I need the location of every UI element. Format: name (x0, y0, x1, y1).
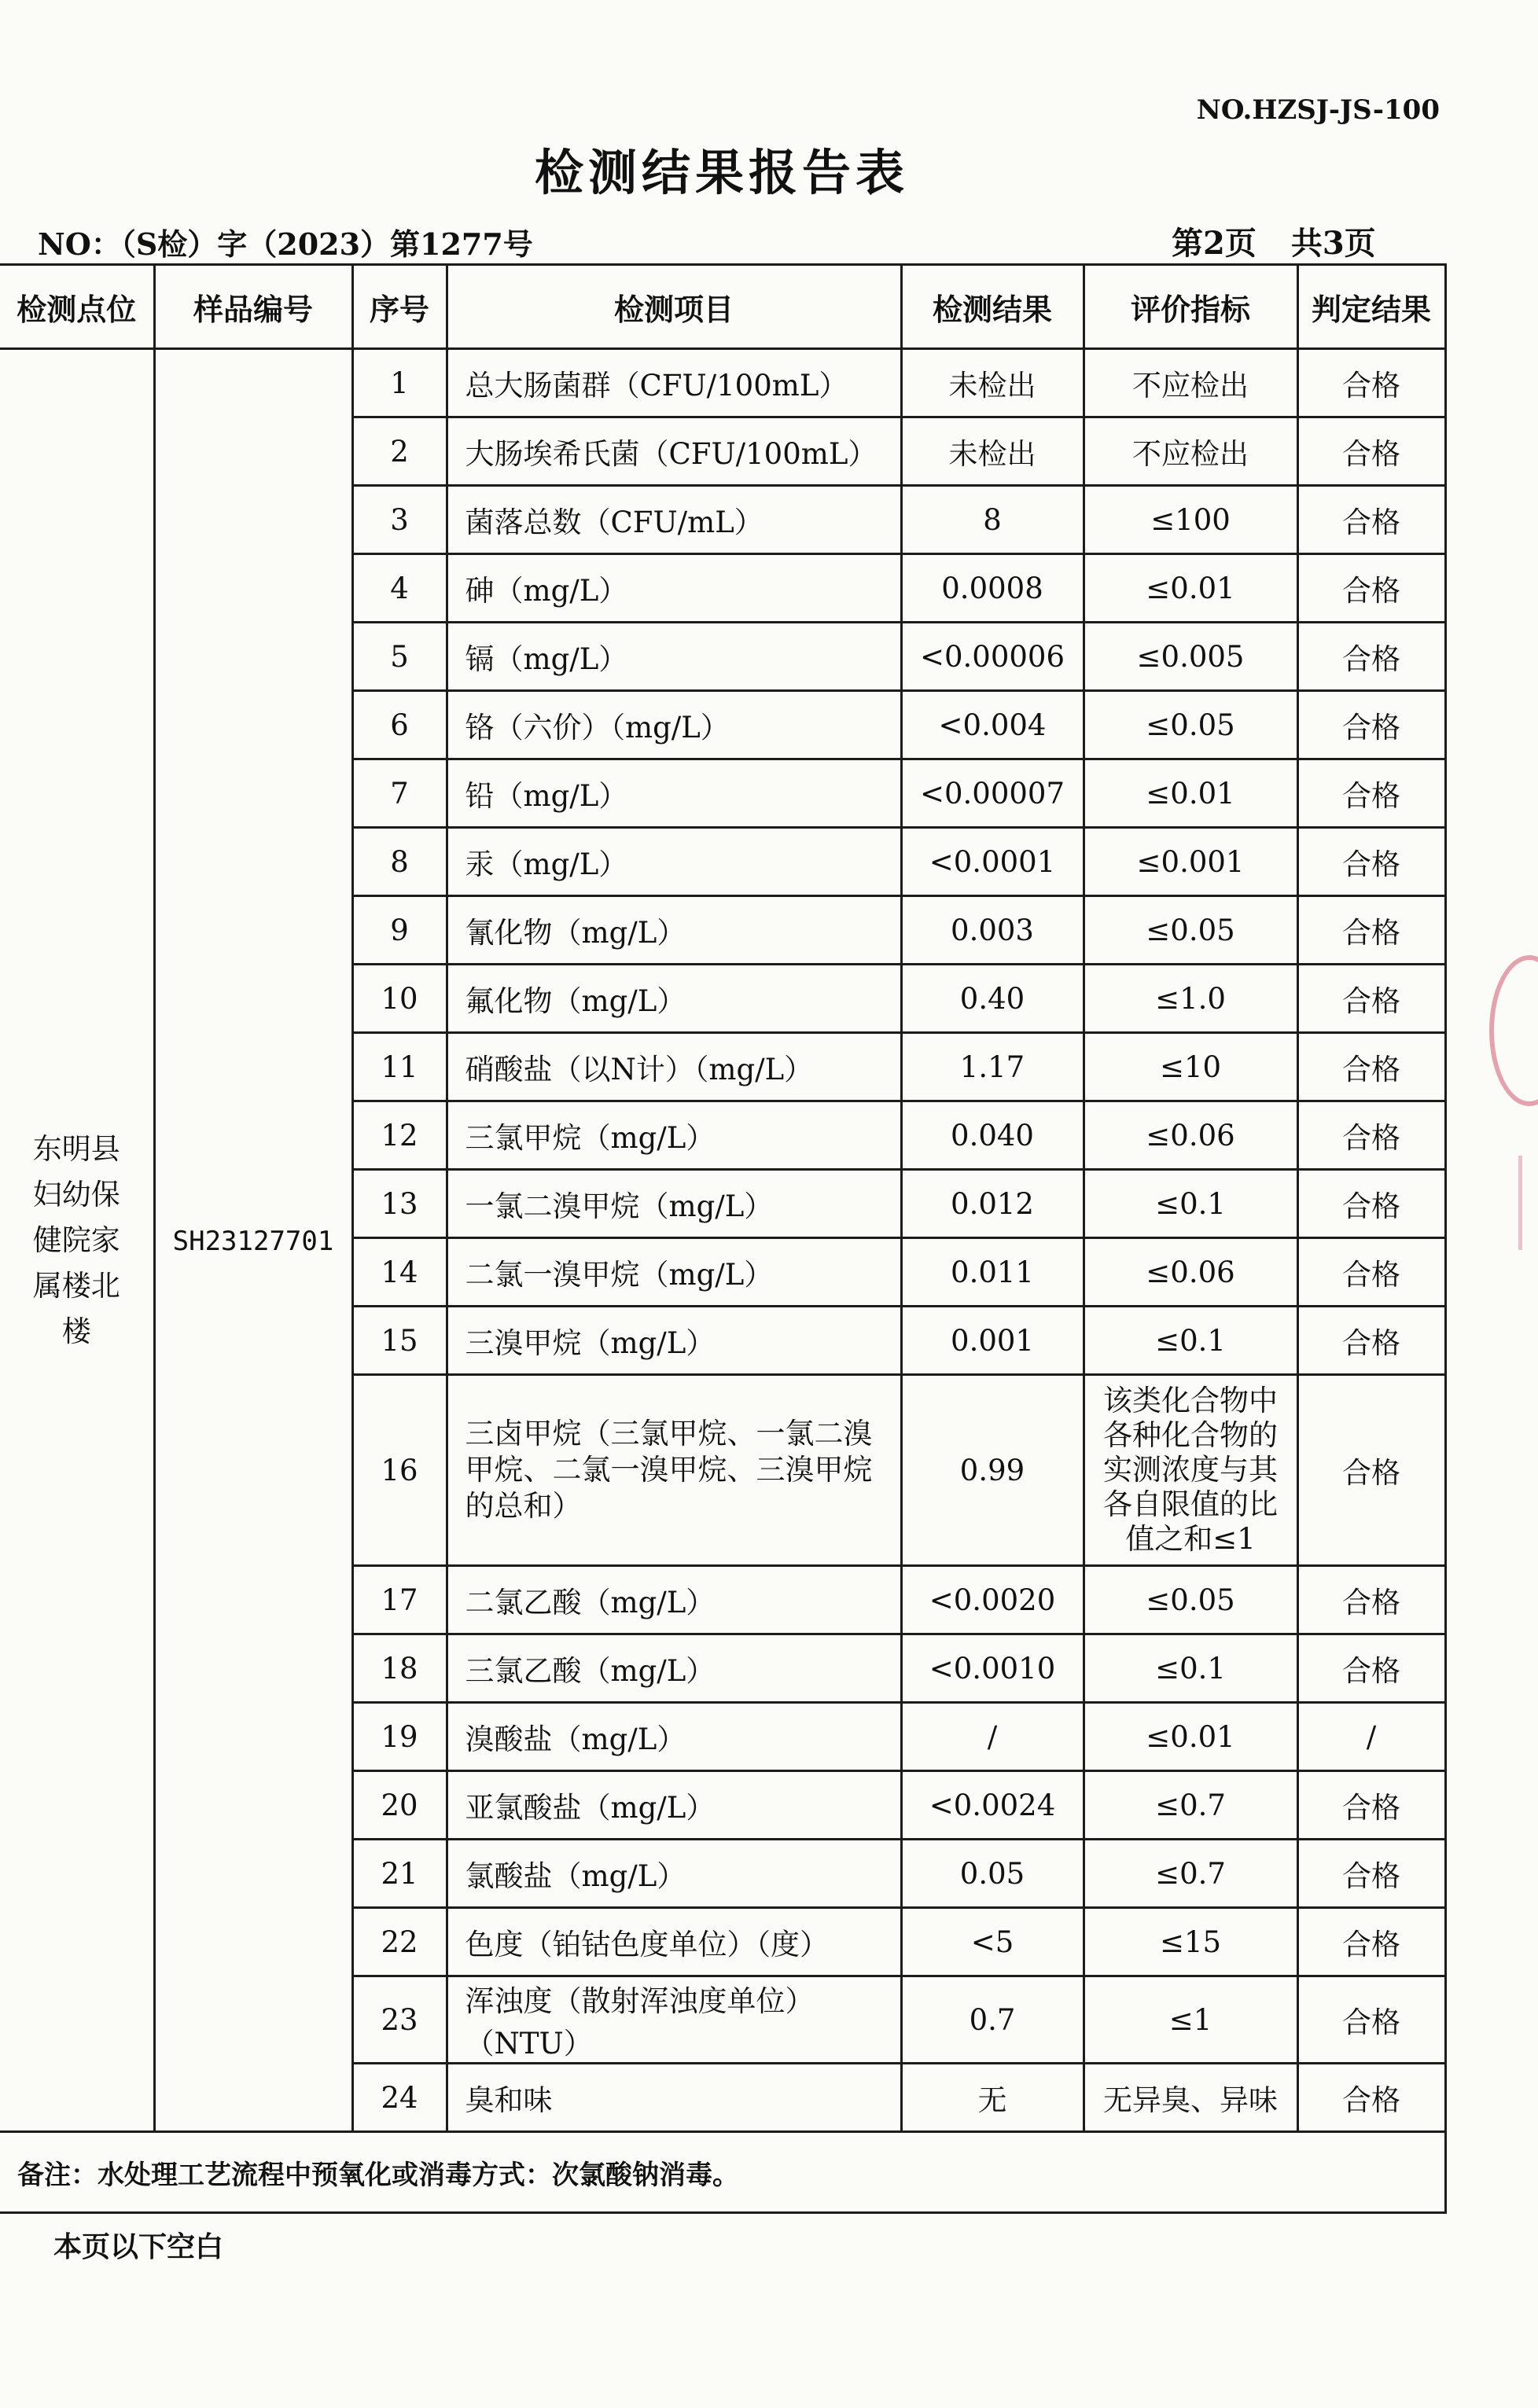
sample-id-cell (154, 349, 352, 2132)
row-item: 一氯二溴甲烷（mg/L） (447, 1170, 901, 1238)
row-item: 硝酸盐（以N计）（mg/L） (447, 1033, 901, 1101)
results-table (0, 263, 1447, 2214)
row-item: 三氯乙酸（mg/L） (447, 1634, 901, 1703)
row-result: <0.0001 (901, 828, 1084, 896)
row-item: 三卤甲烷（三氯甲烷、一氯二溴甲烷、二氯一溴甲烷、三溴甲烷的总和） (447, 1375, 901, 1566)
report-number: NO：（S检）字（2023）第1277号 (38, 226, 533, 262)
row-item: 臭和味 (447, 2064, 901, 2132)
document-code: NO.HZSJ-JS-100 (1196, 94, 1440, 126)
row-result: 0.0008 (901, 554, 1084, 623)
row-criterion: ≤0.01 (1084, 554, 1297, 623)
row-criterion: ≤0.1 (1084, 1634, 1297, 1703)
row-item: 大肠埃希氏菌（CFU/100mL） (447, 417, 901, 486)
row-criterion: ≤0.01 (1084, 1703, 1297, 1771)
seal-stamp (1489, 955, 1538, 1106)
row-no: 15 (352, 1307, 447, 1375)
row-result: 0.012 (901, 1170, 1084, 1238)
row-judgement: 合格 (1297, 349, 1445, 417)
row-criterion: 无异臭、异味 (1084, 2064, 1297, 2132)
row-no: 5 (352, 623, 447, 691)
row-criterion: ≤0.05 (1084, 691, 1297, 759)
row-criterion: ≤0.05 (1084, 1566, 1297, 1634)
header-judgement: 判定结果 (1297, 265, 1445, 349)
row-criterion: ≤15 (1084, 1908, 1297, 1976)
row-no: 21 (352, 1840, 447, 1908)
row-judgement: 合格 (1297, 1908, 1445, 1976)
row-item: 菌落总数（CFU/mL） (447, 486, 901, 554)
row-result: 0.7 (901, 1976, 1084, 2064)
row-result: 未检出 (901, 417, 1084, 486)
row-result: 0.40 (901, 965, 1084, 1033)
site-cell (0, 349, 154, 2132)
row-judgement: 合格 (1297, 417, 1445, 486)
row-criterion: ≤0.1 (1084, 1170, 1297, 1238)
row-criterion: ≤0.7 (1084, 1771, 1297, 1840)
row-item: 氟化物（mg/L） (447, 965, 901, 1033)
table-header-row (0, 265, 1445, 349)
row-judgement: 合格 (1297, 1101, 1445, 1170)
header-no: 序号 (352, 265, 447, 349)
row-criterion: ≤0.05 (1084, 896, 1297, 965)
row-result: 0.011 (901, 1238, 1084, 1307)
row-judgement: 合格 (1297, 759, 1445, 828)
row-no: 4 (352, 554, 447, 623)
row-result: <0.0020 (901, 1566, 1084, 1634)
row-judgement: 合格 (1297, 1566, 1445, 1634)
row-no: 9 (352, 896, 447, 965)
site-name: 东明县妇幼保健院家属楼北楼 (32, 1131, 120, 1348)
header-criterion: 评价指标 (1084, 265, 1297, 349)
row-result: <0.004 (901, 691, 1084, 759)
row-result: 0.001 (901, 1307, 1084, 1375)
row-no: 24 (352, 2064, 447, 2132)
row-judgement: 合格 (1297, 1238, 1445, 1307)
seal-stamp-fragment (1518, 1156, 1538, 1250)
row-no: 1 (352, 349, 447, 417)
row-result: 未检出 (901, 349, 1084, 417)
row-judgement: 合格 (1297, 1840, 1445, 1908)
row-item: 镉（mg/L） (447, 623, 901, 691)
row-result: <0.0010 (901, 1634, 1084, 1703)
row-criterion: ≤0.1 (1084, 1307, 1297, 1375)
row-judgement: 合格 (1297, 1307, 1445, 1375)
row-judgement: 合格 (1297, 1976, 1445, 2064)
row-no: 20 (352, 1771, 447, 1840)
row-criterion: 该类化合物中各种化合物的实测浓度与其各自限值的比值之和≤1 (1084, 1375, 1297, 1566)
row-no: 14 (352, 1238, 447, 1307)
row-criterion: ≤1.0 (1084, 965, 1297, 1033)
row-no: 19 (352, 1703, 447, 1771)
row-item: 氯酸盐（mg/L） (447, 1840, 901, 1908)
header-item: 检测项目 (447, 265, 901, 349)
row-no: 12 (352, 1101, 447, 1170)
row-no: 6 (352, 691, 447, 759)
row-criterion: ≤0.7 (1084, 1840, 1297, 1908)
row-result: <5 (901, 1908, 1084, 1976)
row-judgement: 合格 (1297, 828, 1445, 896)
page-total: 共3页 (1290, 225, 1376, 262)
row-item: 溴酸盐（mg/L） (447, 1703, 901, 1771)
row-item: 氰化物（mg/L） (447, 896, 901, 965)
row-no: 3 (352, 486, 447, 554)
row-result: 1.17 (901, 1033, 1084, 1101)
row-judgement: 合格 (1297, 896, 1445, 965)
row-no: 23 (352, 1976, 447, 2064)
row-criterion: ≤0.005 (1084, 623, 1297, 691)
row-item: 汞（mg/L） (447, 828, 901, 896)
row-no: 2 (352, 417, 447, 486)
table-row (0, 349, 1445, 417)
header-result: 检测结果 (901, 265, 1084, 349)
row-item: 总大肠菌群（CFU/100mL） (447, 349, 901, 417)
row-result: 8 (901, 486, 1084, 554)
row-no: 22 (352, 1908, 447, 1976)
row-criterion: ≤100 (1084, 486, 1297, 554)
row-judgement: 合格 (1297, 691, 1445, 759)
row-result: 0.05 (901, 1840, 1084, 1908)
page-indicator (1172, 219, 1376, 263)
row-judgement: 合格 (1297, 1033, 1445, 1101)
remark: 备注：水处理工艺流程中预氧化或消毒方式：次氯酸钠消毒。 (0, 2132, 1445, 2213)
row-result: <0.0024 (901, 1771, 1084, 1840)
row-no: 7 (352, 759, 447, 828)
row-judgement: 合格 (1297, 2064, 1445, 2132)
row-judgement: 合格 (1297, 554, 1445, 623)
row-judgement: 合格 (1297, 486, 1445, 554)
row-judgement: 合格 (1297, 1634, 1445, 1703)
row-item: 二氯一溴甲烷（mg/L） (447, 1238, 901, 1307)
row-criterion: 不应检出 (1084, 349, 1297, 417)
row-criterion: ≤1 (1084, 1976, 1297, 2064)
row-criterion: ≤0.06 (1084, 1101, 1297, 1170)
row-judgement: 合格 (1297, 623, 1445, 691)
header-sample-id: 样品编号 (154, 265, 352, 349)
row-item: 三溴甲烷（mg/L） (447, 1307, 901, 1375)
row-criterion: ≤0.06 (1084, 1238, 1297, 1307)
row-judgement: / (1297, 1703, 1445, 1771)
row-item: 色度（铂钴色度单位）（度） (447, 1908, 901, 1976)
row-judgement: 合格 (1297, 1771, 1445, 1840)
row-item: 铬（六价）（mg/L） (447, 691, 901, 759)
row-result: 无 (901, 2064, 1084, 2132)
row-result: 0.99 (901, 1375, 1084, 1566)
row-result: / (901, 1703, 1084, 1771)
header-site: 检测点位 (0, 265, 154, 349)
row-no: 11 (352, 1033, 447, 1101)
row-result: 0.040 (901, 1101, 1084, 1170)
page-current: 第2页 (1172, 225, 1257, 262)
row-item: 砷（mg/L） (447, 554, 901, 623)
row-item: 亚氯酸盐（mg/L） (447, 1771, 901, 1840)
row-result: 0.003 (901, 896, 1084, 965)
row-criterion: ≤0.01 (1084, 759, 1297, 828)
row-no: 8 (352, 828, 447, 896)
row-item: 铅（mg/L） (447, 759, 901, 828)
page-title: 检测结果报告表 (534, 144, 909, 201)
row-criterion: ≤0.001 (1084, 828, 1297, 896)
row-no: 16 (352, 1375, 447, 1566)
sample-id: SH23127701 (172, 1226, 334, 1257)
row-no: 13 (352, 1170, 447, 1238)
row-no: 17 (352, 1566, 447, 1634)
row-item: 二氯乙酸（mg/L） (447, 1566, 901, 1634)
row-item: 三氯甲烷（mg/L） (447, 1101, 901, 1170)
row-result: <0.00006 (901, 623, 1084, 691)
row-no: 10 (352, 965, 447, 1033)
row-item: 浑浊度（散射浑浊度单位）（NTU） (447, 1976, 901, 2064)
row-judgement: 合格 (1297, 1375, 1445, 1566)
row-judgement: 合格 (1297, 1170, 1445, 1238)
row-result: <0.00007 (901, 759, 1084, 828)
remark-row (0, 2132, 1445, 2213)
row-judgement: 合格 (1297, 965, 1445, 1033)
row-criterion: ≤10 (1084, 1033, 1297, 1101)
row-no: 18 (352, 1634, 447, 1703)
blank-page-note: 本页以下空白 (53, 2230, 224, 2263)
row-criterion: 不应检出 (1084, 417, 1297, 486)
